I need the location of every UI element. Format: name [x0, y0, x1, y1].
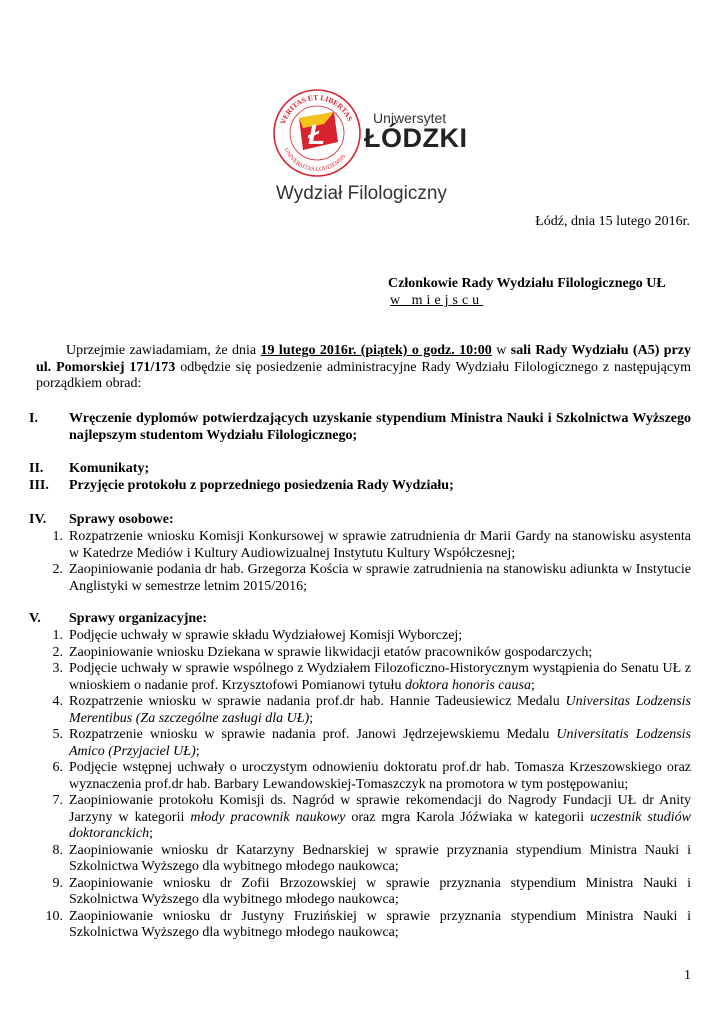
seal-letter: Ł: [308, 119, 326, 150]
section-text: Sprawy organizacyjne:: [69, 611, 208, 626]
list-item: 3. Podjęcie uchwały w sprawie wspólnego z Wydziałem Filozoficzno-Historycznym wystąpienia do Senatu UŁ z wnioskiem o nadanie prof. Krzysztofowi Pomianowi tytułu doktora honoris causa;: [52, 661, 691, 693]
section-4-items: [29, 529, 691, 595]
section-text: Wręczenie dyplomów potwierdzających uzyskanie stypendium Ministra Nauki i Szkolnictwa Wyższego najlepszym studentom Wydziału Filologicznego;: [69, 411, 691, 443]
agenda-section-3: [29, 478, 691, 495]
intro-text-1: Uprzejmie zawiadamiam, że dnia: [66, 343, 261, 358]
list-item: 6. Podjęcie wstępnej uchwały o uroczystym odnowieniu doktoratu prof.dr hab. Tomasza Krzeszowskiego oraz wyznaczenia prof.dr hab. Barbary Lewandowskiej-Tomaszczyk na promotora w tym postępowaniu;: [52, 760, 691, 792]
intro-paragraph: [36, 343, 691, 393]
section-number: II.: [29, 461, 44, 476]
list-item: 5. Rozpatrzenie wniosku w sprawie nadania prof. Janowi Jędrzejewskiemu Medalu Universitatis Lodzensis Amico (Przyjaciel UŁ);: [52, 727, 691, 759]
section-number: V.: [29, 611, 41, 626]
svg-text:VERITAS ET LIBERTAS: VERITAS ET LIBERTAS: [278, 92, 355, 126]
section-number: IV.: [29, 512, 47, 527]
list-item: 8. Zaopiniowanie wniosku dr Katarzyny Bednarskiej w sprawie przyznania stypendium Ministra Nauki i Szkolnictwa Wyższego dla wybitnego młodego naukowca;: [52, 842, 691, 874]
agenda-section-5: [29, 611, 691, 628]
agenda-section-2: [29, 461, 691, 478]
page-number: 1: [684, 968, 691, 983]
list-item: 2. Zaopiniowanie wniosku Dziekana w sprawie likwidacji etatów pracowników gospodarczych;: [52, 644, 593, 660]
university-name-big: ŁÓDZKI: [364, 123, 468, 153]
faculty-name: Wydział Filologiczny: [276, 183, 447, 204]
svg-text:UNIVERSITAS LODZIENSIS: UNIVERSITAS LODZIENSIS: [282, 147, 348, 174]
intro-text-3: odbędzie się posiedzenie administracyjne Rady Wydziału Filologicznego z następującym porządkiem obrad:: [36, 359, 691, 391]
university-seal-logo: [272, 88, 362, 178]
list-item: 9. Zaopiniowanie wniosku dr Zofii Brzozowskiej w sprawie przyznania stypendium Ministra Nauki i Szkolnictwa Wyższego dla wybitnego młodego naukowca;: [52, 875, 691, 907]
addressee-title: Członkowie Rady Wydziału Filologicznego UŁ: [388, 276, 666, 291]
meeting-place: sali Rady Wydziału (A5) przy ul. Pomorskiej 171/173: [36, 343, 691, 375]
section-number: I.: [29, 411, 38, 426]
meeting-datetime: 19 lutego 2016r. (piątek) o godz. 10:00: [260, 343, 492, 358]
section-number: III.: [29, 478, 49, 493]
document-date: Łódź, dnia 15 lutego 2016r.: [535, 214, 690, 229]
section-text: Sprawy osobowe:: [69, 512, 174, 527]
agenda-section-4: [29, 512, 691, 529]
list-item: 10. Zaopiniowanie wniosku dr Justyny Fruzińskiej w sprawie przyznania stypendium Ministra Nauki i Szkolnictwa Wyższego dla wybitnego młodego naukowca;: [45, 908, 691, 940]
section-5-items: [29, 628, 691, 942]
intro-text-2: w: [491, 343, 511, 358]
agenda-section-1: [29, 411, 691, 444]
university-name-small: Uniwersytet: [373, 110, 447, 126]
section-text: Przyjęcie protokołu z poprzedniego posiedzenia Rady Wydziału;: [69, 478, 454, 493]
list-item: 1. Podjęcie uchwały w sprawie składu Wydziałowej Komisji Wyborczej;: [52, 628, 463, 643]
list-item: 2. Zaopiniowanie podania dr hab. Grzegorza Kościa w sprawie zatrudnienia na stanowisku adiunkta w Instytucie Anglistyki w semestrze letnim 2015/2016;: [52, 562, 691, 594]
list-item: 1. Rozpatrzenie wniosku Komisji Konkursowej w sprawie zatrudnienia dr Marii Gardy na stanowisku asystenta w Katedrze Mediów i Kultury Audiowizualnej Instytutu Kultury Współczesnej;: [52, 529, 691, 561]
addressee-subtitle: w miejscu: [390, 293, 484, 308]
list-item: 7. Zaopiniowanie protokołu Komisji ds. Nagród w sprawie rekomendacji do Nagrody Fundacji UŁ dr Anity Jarzyny w kategorii młody pracownik naukowy oraz mgra Karola Jóźwiaka w kategorii uczestnik studiów doktoranckich;: [52, 793, 691, 841]
section-text: Komunikaty;: [69, 461, 150, 476]
list-item: 4. Rozpatrzenie wniosku w sprawie nadania prof.dr hab. Hannie Tadeusiewicz Medalu Universitas Lodzensis Merentibus (Za szczególne zasługi dla UŁ);: [52, 694, 691, 726]
